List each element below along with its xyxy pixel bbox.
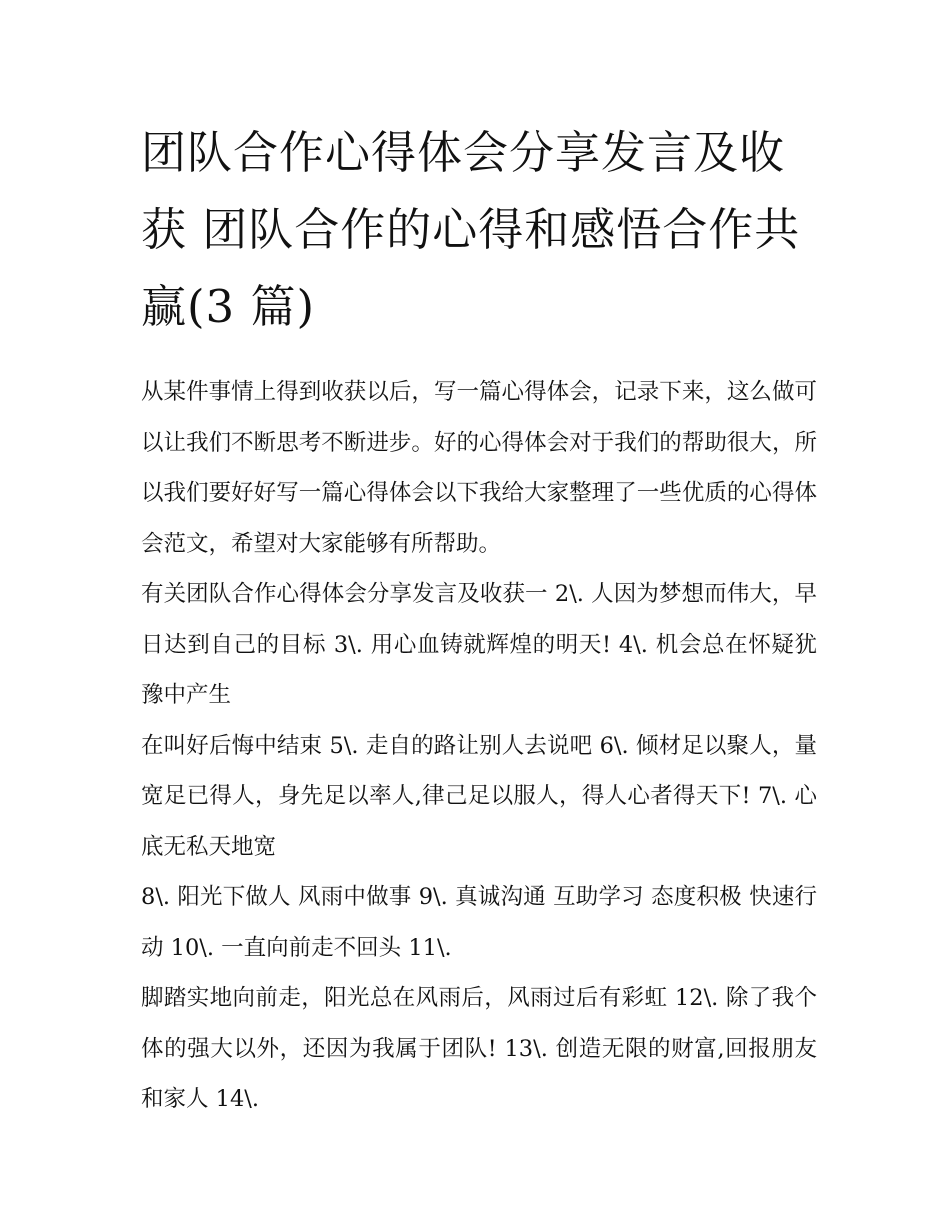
body-paragraph: 有关团队合作心得体会分享发言及收获一 2\. 人因为梦想而伟大，早日达到自己的目标 3\. 用心血铸就辉煌的明天! 4\. 机会总在怀疑犹豫中产生: [141, 581, 817, 708]
intro-paragraph: 从某件事情上得到收获以后，写一篇心得体会，记录下来，这么做可以让我们不断思考不断进步。好的心得体会对于我们的帮助很大，所以我们要好好写一篇心得体会以下我给大家整理了一些优质的心得体会范文，希望对大家能够有所帮助。: [141, 379, 817, 557]
body-paragraph: 脚踏实地向前走，阳光总在风雨后，风雨过后有彩虹 12\. 除了我个体的强大以外，还因为我属于团队! 13\. 创造无限的财富,回报朋友和家人 14\.: [141, 985, 817, 1112]
document-title: 团队合作心得体会分享发言及收获 团队合作的心得和感悟合作共赢(3 篇): [141, 126, 801, 333]
body-paragraph: 8\. 阳光下做人 风雨中做事 9\. 真诚沟通 互助学习 态度积极 快速行动 10\. 一直向前走不回头 11\.: [141, 884, 817, 961]
body-paragraph: 在叫好后悔中结束 5\. 走自的路让别人去说吧 6\. 倾材足以聚人，量宽足已得人，身先足以率人,律己足以服人，得人心者得天下! 7\. 心底无私天地宽: [141, 732, 817, 860]
document-body: [141, 114, 817, 1125]
